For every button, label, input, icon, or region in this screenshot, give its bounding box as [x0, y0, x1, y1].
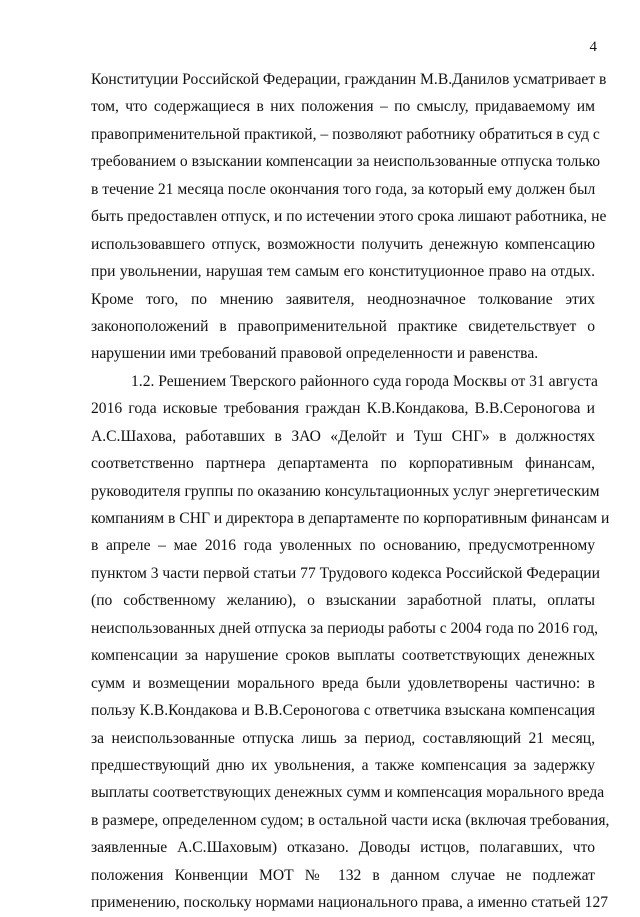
- text-line: выплаты соответствующих денежных сумм и компенсация морального вреда: [91, 784, 605, 802]
- text-line: Кроме того, по мнению заявителя, неоднозначное толкование этих: [91, 290, 595, 308]
- text-line: том, что содержащиеся в них положения – по смыслу, придаваемому им: [91, 98, 595, 116]
- text-line: (по собственному желанию), о взыскании заработной платы, оплаты: [91, 592, 595, 610]
- text-line: применению, поскольку нормами национального права, а именно статьей 127: [91, 894, 609, 912]
- text-line: 1.2. Решением Тверского районного суда города Москвы от 31 августа: [131, 372, 598, 390]
- text-line: 2016 года исковые требования граждан К.В.Кондакова, В.В.Сероногова и: [91, 400, 595, 418]
- page-number: 4: [589, 39, 597, 55]
- text-line: заявленные А.С.Шаховым) отказано. Доводы истцов, полагавших, что: [91, 839, 595, 857]
- text-line: предшествующий дню их увольнения, а также компенсация за задержку: [91, 756, 595, 774]
- text-line: компаниям в СНГ и директора в департаменте по корпоративным финансам и: [91, 510, 610, 527]
- text-line: в размере, определенном судом; в остальной части иска (включая требования,: [91, 811, 610, 829]
- text-line: сумм и возмещении морального вреда были удовлетворены частично: в: [91, 674, 595, 692]
- text-line: быть предоставлен отпуск, и по истечении этого срока лишают работника, не: [91, 208, 607, 226]
- text-line: А.С.Шахова, работавших в ЗАО «Делойт и Туш СНГ» в должностях: [91, 427, 595, 445]
- text-line: при увольнении, нарушая тем самым его конституционное право на отдых.: [91, 263, 595, 281]
- text-line: за неиспользованные отпуска лишь за период, составляющий 21 месяц,: [91, 729, 595, 747]
- text-line: положения Конвенции МОТ № 132 в данном случае не подлежат: [91, 866, 595, 884]
- text-line: нарушении ими требований правовой определенности и равенства.: [91, 345, 539, 363]
- text-line: Конституции Российской Федерации, гражданин М.В.Данилов усматривает в: [91, 71, 607, 88]
- text-line: законоположений в правоприменительной практике свидетельствует о: [91, 317, 595, 335]
- text-line: неиспользованных дней отпуска за периоды работы с 2004 года по 2016 год,: [91, 619, 599, 637]
- text-line: руководителя группы по оказанию консультационных услуг энергетическим: [91, 482, 600, 500]
- text-line: в течение 21 месяца после окончания того года, за который ему должен был: [91, 180, 596, 198]
- paragraph-1: [91, 66, 607, 368]
- text-line: использовавшего отпуск, возможности получить денежную компенсацию: [91, 235, 595, 253]
- text-line: требованием о взыскании компенсации за неиспользованные отпуска только: [91, 153, 601, 171]
- text-line: пользу К.В.Кондакова и В.В.Сероногова с ответчика взыскана компенсация: [91, 702, 595, 720]
- text-line: пунктом 3 части первой статьи 77 Трудового кодекса Российской Федерации: [91, 564, 600, 582]
- text-line: компенсации за нарушение сроков выплаты соответствующих денежных: [91, 647, 595, 665]
- text-line: правоприменительной практикой, – позволяют работнику обратиться в суд с: [91, 125, 600, 143]
- paragraph-2: [91, 368, 610, 917]
- text-line: в апреле – мае 2016 года уволенных по основанию, предусмотренному: [91, 537, 595, 555]
- document-body: [91, 66, 610, 917]
- text-line: соответственно партнера департамента по корпоративным финансам,: [91, 455, 595, 473]
